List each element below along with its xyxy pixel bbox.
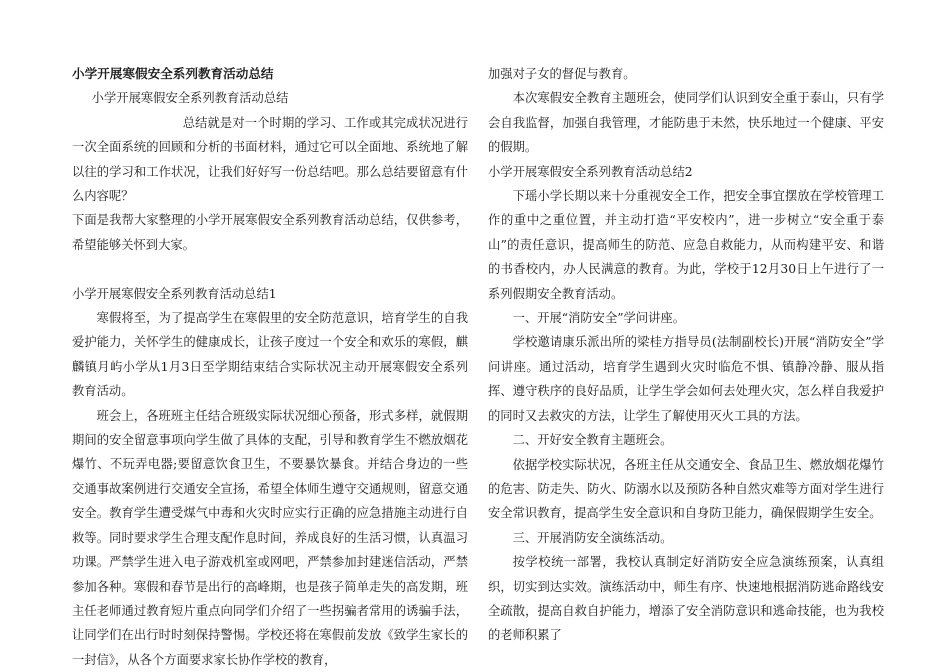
item2-text: 依据学校实际状况，各班主任从交通安全、食品卫生、燃放烟花爆竹的危害、防走失、防火、防溺水以及预防各种自然灾难等方面对学生进行安全常识教育，提高学生安全意识和自身防卫能力，确保假期学生安全。 (488, 457, 884, 521)
right-column (488, 62, 884, 648)
section1-paragraph-1: 寒假将至，为了提高学生在寒假里的安全防范意识，培育学生的自我爱护能力，关怀学生的健康成长，让孩子度过一个安全和欢乐的寒假，麒麟镇月屿小学从1月3日至学期结束结合实际状况主动开展寒假安全系列教育活动。 (72, 311, 468, 399)
document-subtitle: 小学开展寒假安全系列教育活动总结 (91, 91, 289, 106)
item1-heading: 一、开展“消防安全”学问讲座。 (512, 311, 686, 326)
section-heading-2: 小学开展寒假安全系列教育活动总结2 (488, 164, 693, 179)
item3-text: 按学校统一部署，我校认真制定好消防安全应急演练预案，认真组织，切实到达实效。演练活动中，师生有序、快速地根据消防逃命路线安全疏散，提高自救自护能力，增添了安全消防意识和逃命技能，也为我校的老师积累了 (488, 555, 884, 643)
section2-paragraph-1: 下瑶小学长期以来十分重视安全工作，把安全事宜摆放在学校管理工作的重中之重位置，并主动打造“平安校内”，进一步树立“安全重于泰山”的责任意识，提高师生的防范、应急自救能力，从而构建平安、和谐的书香校内，办人民满意的教育。为此，学校于12月30日上午进行了一系列假期安全教育活动。 (488, 189, 884, 301)
item2-heading: 二、开好安全教育主题班会。 (512, 433, 673, 448)
intro-paragraph-2: 下面是我帮大家整理的小学开展寒假安全系列教育活动总结，仅供参考，希望能够关怀到大家。 (72, 213, 468, 252)
conclusion-paragraph: 本次寒假安全教育主题班会，使同学们认识到安全重于泰山，只有学会自我监督，加强自我管理，才能防患于未然，快乐地过一个健康、平安的假期。 (488, 91, 884, 155)
left-column (72, 62, 468, 672)
continuation-line: 加强对子女的督促与教育。 (488, 67, 636, 81)
section-heading-1: 小学开展寒假安全系列教育活动总结1 (72, 286, 277, 301)
intro-paragraph: 总结就是对一个时期的学习、工作或其完成状况进行一次全面系统的回顾和分析的书面材料，通过它可以全面地、系统地了解以往的学习和工作状况，让我们好好写一份总结吧。那么总结要留意有什么内容呢？ (72, 115, 468, 204)
item1-text: 学校邀请康乐派出所的梁桂方指导员(法制副校长)开展“消防安全”学问讲座。通过活动，培育学生遇到火灾时临危不惧、镇静冷静、服从指挥、遵守秩序的良好品质，让学生学会如何去处理火灾，怎么样自我爱护的同时又去救灾的方法，让学生了解使用灭火工具的方法。 (488, 335, 884, 423)
section1-paragraph-2: 班会上，各班班主任结合班级实际状况细心预备，形式多样，就假期期间的安全留意事项向学生做了具体的支配，引导和教育学生不燃放烟花爆竹、不玩弄电器;要留意饮食卫生，不要暴饮暴食。并结合身边的一些交通事故案例进行交通安全宣扬，希望全体师生遵守交通规则，留意交通安全。教育学生遭受煤气中毒和火灾时应实行正确的应急措施主动进行自救等。同时要求学生合理支配作息时间，养成良好的生活习惯，认真温习功课。严禁学生进入电子游戏机室或网吧，严禁参加封建迷信活动，严禁参加各种。寒假和春节是出行的高峰期，也是孩子简单走失的高发期，班主任老师通过教育短片重点向同学们介绍了一些拐骗者常用的诱骗手法，让同学们在出行时时刻保持警惕。学校还将在寒假前发放《致学生家长的一封信》，从各个方面要求家长协作学校的教育， (72, 408, 468, 667)
document-title: 小学开展寒假安全系列教育活动总结 (72, 66, 274, 81)
spacer (72, 257, 468, 281)
item3-heading: 三、开展消防安全演练活动。 (512, 530, 673, 545)
